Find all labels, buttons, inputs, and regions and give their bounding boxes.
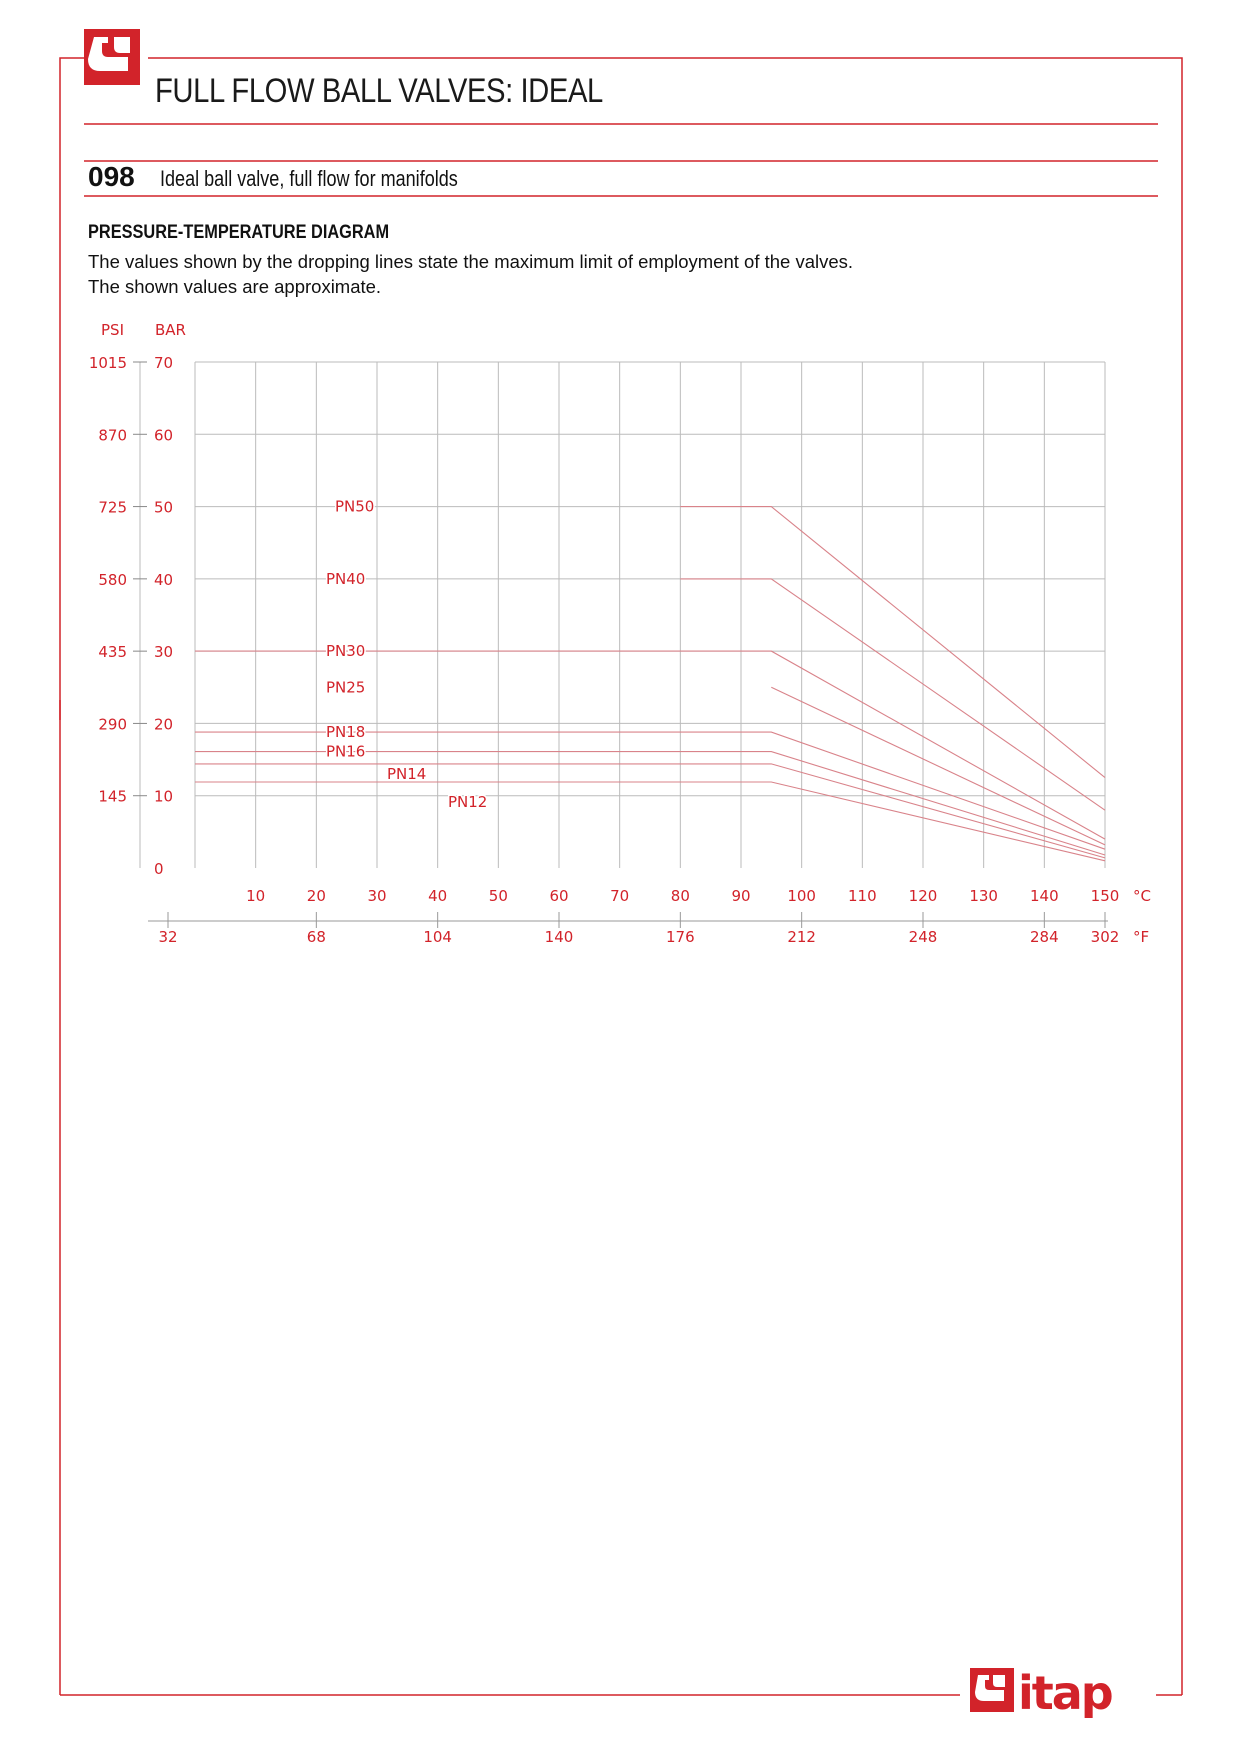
fahrenheit-tick-label: 302 [1090,928,1120,946]
celsius-tick-label: 100 [787,887,816,905]
psi-tick-label: 290 [98,715,127,734]
celsius-tick-label: 10 [246,887,266,905]
fahrenheit-unit-label: °F [1133,928,1150,946]
series-line-pn50 [680,507,1105,778]
psi-axis-label: PSI [101,321,124,339]
celsius-tick-label: 130 [969,887,998,905]
celsius-tick-label: 90 [731,887,751,905]
bar-tick-label: 40 [154,570,174,589]
series-label-pn16: PN16 [326,742,366,761]
description-line-1: The values shown by the dropping lines state the maximum limit of employment of the valves. [88,251,854,272]
bar-tick-label: 70 [154,354,174,372]
bar-axis-label: BAR [155,321,186,339]
psi-tick-label: 725 [98,498,127,517]
bar-tick-label: 0 [154,860,164,878]
bar-tick-label: 20 [154,715,174,734]
series-label-pn18: PN18 [326,723,366,742]
section-heading: PRESSURE-TEMPERATURE DIAGRAM [88,222,390,243]
fahrenheit-tick-label: 212 [787,928,816,946]
psi-tick-label: 145 [98,787,127,806]
fahrenheit-tick-label: 32 [158,928,178,946]
product-code: 098 [88,161,135,192]
page-title: FULL FLOW BALL VALVES: IDEAL [155,72,603,110]
fahrenheit-tick-label: 284 [1030,928,1059,946]
psi-tick-label: 1015 [88,354,127,372]
celsius-tick-label: 60 [549,887,569,905]
series-label-pn50: PN50 [335,497,375,516]
bar-tick-label: 30 [154,643,174,662]
celsius-tick-label: 20 [306,887,326,905]
fahrenheit-tick-label: 104 [423,928,452,946]
celsius-tick-label: 140 [1030,887,1059,905]
series-line-pn40 [680,579,1105,810]
fahrenheit-tick-label: 140 [544,928,574,946]
fahrenheit-tick-label: 176 [666,928,695,946]
psi-tick-label: 435 [98,643,127,662]
bar-tick-label: 10 [154,787,174,806]
fahrenheit-tick-label: 68 [306,928,326,946]
celsius-tick-label: 120 [908,887,938,905]
series-label-pn30: PN30 [326,642,366,661]
series-line-pn12 [195,782,1105,861]
series-label-pn12: PN12 [448,792,488,811]
bar-tick-label: 60 [154,426,174,445]
celsius-tick-label: 70 [610,887,630,905]
psi-tick-label: 870 [98,426,127,445]
celsius-tick-label: 50 [488,887,508,905]
celsius-tick-label: 80 [670,887,690,905]
description-line-2: The shown values are approximate. [88,276,382,297]
celsius-tick-label: 40 [428,887,448,905]
celsius-tick-label: 110 [848,887,877,905]
series-label-pn14: PN14 [387,764,427,783]
itap-logo-text: itap [1018,1666,1112,1718]
product-subtitle: Ideal ball valve, full flow for manifolds [160,166,458,191]
fahrenheit-tick-label: 248 [908,928,938,946]
itap-logo-icon [968,1662,1150,1718]
psi-tick-label: 580 [98,570,127,589]
series-label-pn40: PN40 [326,569,366,588]
celsius-tick-label: 150 [1090,887,1120,905]
series-line-pn14 [195,764,1105,858]
bar-tick-label: 50 [154,498,174,517]
celsius-unit-label: °C [1133,887,1151,905]
series-label-pn25: PN25 [326,678,366,697]
celsius-tick-label: 30 [367,887,387,905]
series-line-pn16 [195,752,1105,855]
